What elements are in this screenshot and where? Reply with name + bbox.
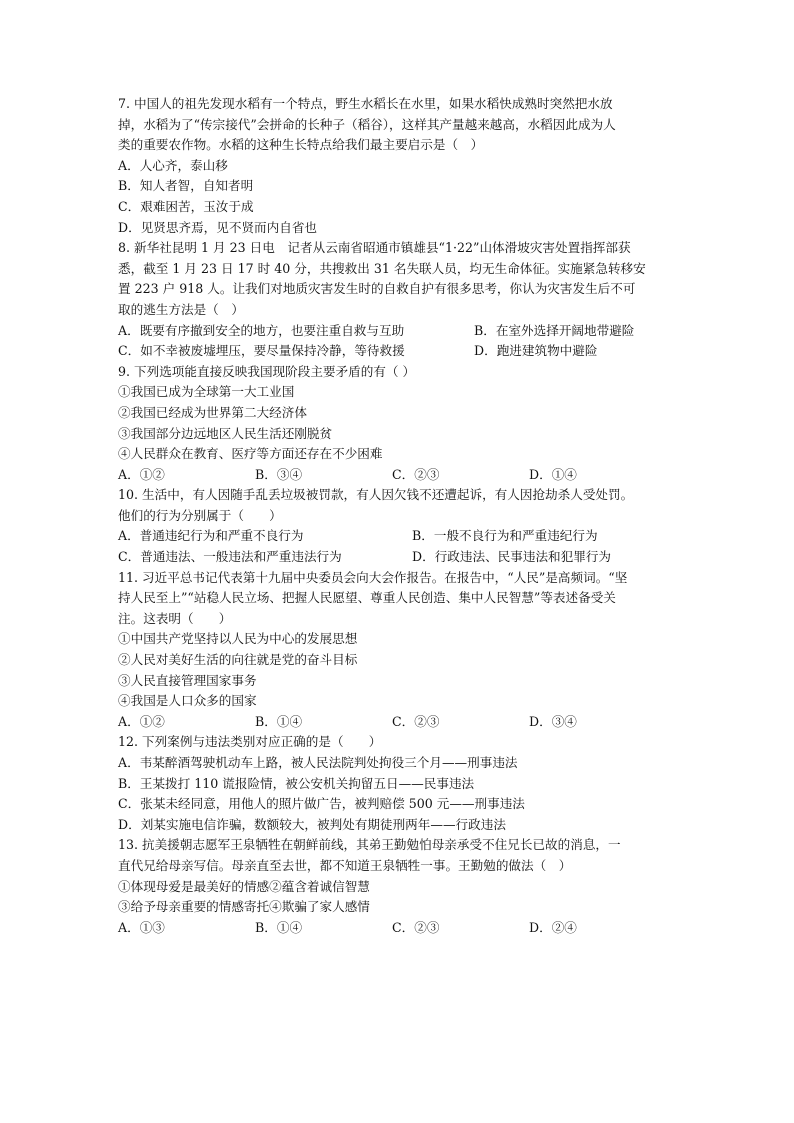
statement-item: ③给予母亲重要的情感寄托④欺骗了家人感情 [118, 899, 370, 915]
option-d[interactable]: D．②④ [529, 919, 577, 935]
option-d[interactable]: D．③④ [529, 713, 577, 729]
question-stem-line: 持人民至上”“站稳人民立场、把握人民愿望、尊重人民创造、集中人民智慧”等表述备受关 [118, 590, 616, 606]
option-b[interactable]: B．王某拨打 110 谎报险情，被公安机关拘留五日——民事违法 [118, 775, 475, 791]
statement-item: ③人民直接管理国家事务 [118, 672, 257, 688]
statement-item: ②我国已经成为世界第二大经济体 [118, 404, 307, 420]
question-11 [118, 568, 678, 733]
option-a[interactable]: A．①② [118, 466, 165, 482]
option-b[interactable]: B．知人者智，自知者明 [118, 178, 254, 194]
statement-item: ④人民群众在教育、医疗等方面还存在不少困难 [118, 446, 383, 462]
question-7 [118, 94, 678, 238]
option-a[interactable]: A．①② [118, 713, 165, 729]
question-10 [118, 485, 678, 567]
option-a[interactable]: A．普通违纪行为和严重不良行为 [118, 528, 304, 544]
option-d[interactable]: D．刘某实施电信诈骗，数额较大，被判处有期徒刑两年——行政违法 [118, 816, 506, 832]
option-c[interactable]: C．②③ [392, 713, 440, 729]
question-9 [118, 362, 678, 486]
question-stem-line: 12. 下列案例与违法类别对应正确的是（ ） [118, 734, 382, 750]
option-c[interactable]: C．②③ [392, 466, 440, 482]
question-13 [118, 835, 678, 938]
question-stem-line: 掉，水稻为了“传宗接代”会拼命的长种子（稻谷），这样其产量越来越高，水稻因此成为人 [118, 116, 616, 132]
option-b[interactable]: B．一般不良行为和严重违纪行为 [412, 528, 598, 544]
question-stem-line: 9. 下列选项能直接反映我国现阶段主要矛盾的有（ ） [118, 363, 416, 379]
question-8 [118, 238, 678, 362]
option-d[interactable]: D．跑进建筑物中避险 [474, 343, 598, 359]
option-c[interactable]: C．②③ [392, 919, 440, 935]
options-row [118, 341, 678, 362]
options-row [118, 465, 678, 486]
question-stem-line: 直代兄给母亲写信。母亲直至去世，都不知道王泉牺牲一事。王勤勉的做法（ ） [118, 857, 572, 873]
option-b[interactable]: B．③④ [255, 466, 303, 482]
question-stem-line: 11. 习近平总书记代表第十九届中央委员会向大会作报告。在报告中，“人民”是高频词。“坚 [118, 569, 628, 585]
options-row [118, 918, 678, 939]
option-d[interactable]: D．①④ [529, 466, 577, 482]
option-d[interactable]: D．见贤思齐焉，见不贤而内自省也 [118, 219, 318, 235]
options-row [118, 321, 678, 342]
statement-item: ④我国是人口众多的国家 [118, 693, 257, 709]
options-row [118, 712, 678, 733]
question-stem-line: 他们的行为分别属于（ ） [118, 507, 282, 523]
option-a[interactable]: A．①③ [118, 919, 165, 935]
exam-page [118, 94, 678, 938]
question-12 [118, 732, 678, 835]
option-a[interactable]: A．人心齐，泰山移 [118, 157, 228, 173]
question-stem-line: 置 223 户 918 人。让我们对地质灾害发生时的自救自护有很多思考，你认为灾害发生后不可 [118, 281, 636, 297]
option-b[interactable]: B．①④ [255, 713, 303, 729]
option-b[interactable]: B．在室外选择开阔地带避险 [474, 322, 635, 338]
question-stem-line: 注。这表明（ ） [118, 610, 232, 626]
question-stem-line: 取的逃生方法是（ ） [118, 301, 244, 317]
option-d[interactable]: D．行政违法、民事违法和犯罪行为 [412, 549, 612, 565]
option-c[interactable]: C．艰难困苦，玉汝于成 [118, 198, 254, 214]
statement-item: ①我国已成为全球第一大工业国 [118, 384, 295, 400]
option-c[interactable]: C．张某未经同意，用他人的照片做广告，被判赔偿 500 元——刑事违法 [118, 796, 525, 812]
question-stem-line: 7. 中国人的祖先发现水稻有一个特点，野生水稻长在水里，如果水稻快成熟时突然把水放 [118, 96, 613, 111]
statement-item: ①体现母爱是最美好的情感②蕴含着诚信智慧 [118, 878, 370, 894]
statement-item: ②人民对美好生活的向往就是党的奋斗目标 [118, 652, 358, 668]
question-stem-line: 悉，截至 1 月 23 日 17 时 40 分，共搜救出 31 名失联人员，均无生命体征。实施紧急转移安 [118, 260, 646, 276]
question-stem-line: 8. 新华社昆明 1 月 23 日电 记者从云南省昭通市镇雄县“1·22”山体滑坡灾害处置指挥部获 [118, 240, 631, 256]
statement-item: ①中国共产党坚持以人民为中心的发展思想 [118, 631, 358, 647]
option-c[interactable]: C．如不幸被废墟埋压，要尽量保持冷静，等待救援 [118, 343, 405, 359]
options-row [118, 526, 678, 547]
option-b[interactable]: B．①④ [255, 919, 303, 935]
options-row [118, 547, 678, 568]
question-stem-line: 10. 生活中，有人因随手乱丢垃圾被罚款，有人因欠钱不还遭起诉，有人因抢劫杀人受处罚。 [118, 487, 634, 503]
question-stem-line: 13. 抗美援朝志愿军王泉牺牲在朝鲜前线，其弟王勤勉怕母亲承受不住兄长已故的消息，一 [118, 837, 621, 853]
option-a[interactable]: A．既要有序撤到安全的地方，也要注重自救与互助 [118, 322, 405, 338]
option-c[interactable]: C．普通违法、一般违法和严重违法行为 [118, 549, 342, 565]
statement-item: ③我国部分边远地区人民生活还刚脱贫 [118, 425, 333, 441]
question-stem-line: 类的重要农作物。水稻的这种生长特点给我们最主要启示是（ ） [118, 137, 484, 153]
option-a[interactable]: A．韦某醉酒驾驶机动车上路，被人民法院判处拘役三个月——刑事违法 [118, 755, 518, 770]
